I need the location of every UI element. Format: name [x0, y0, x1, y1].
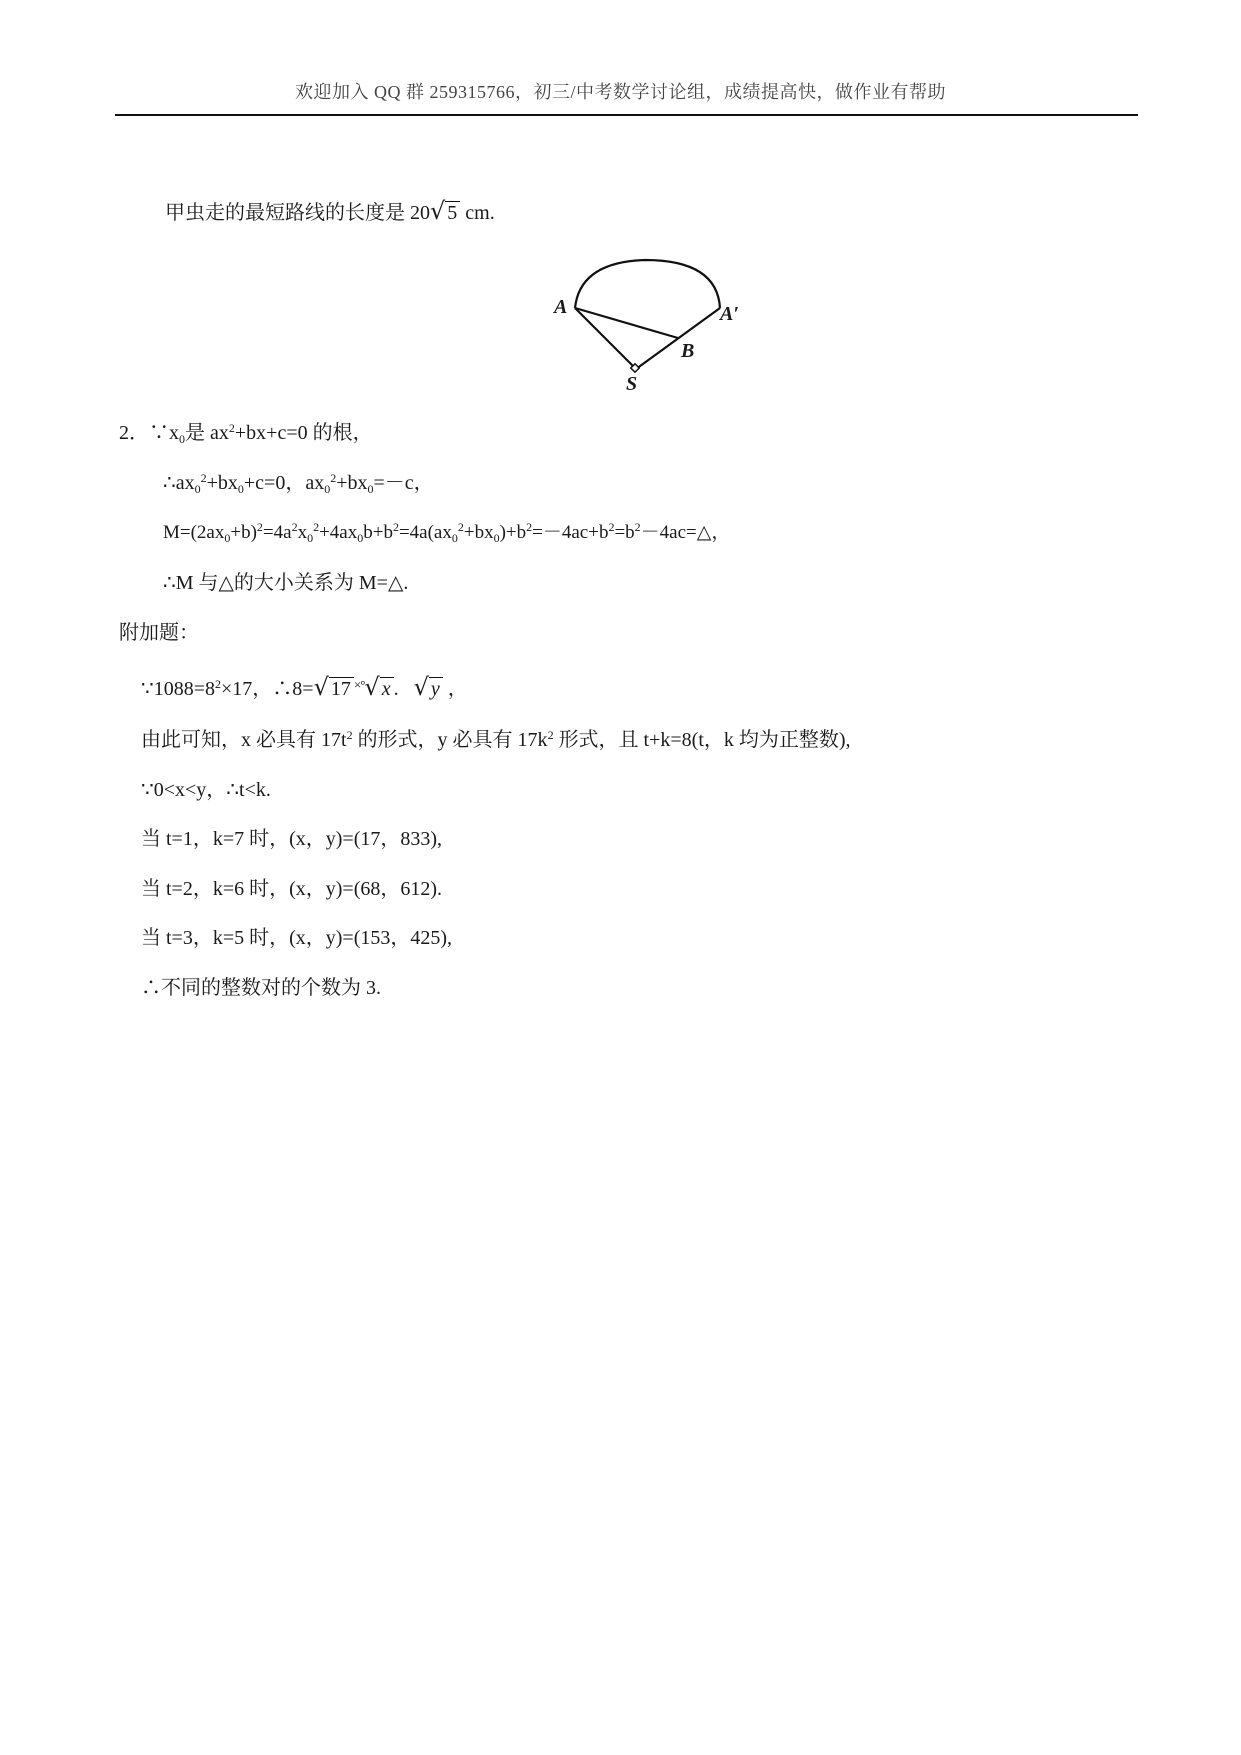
text-run: M=(2ax [163, 522, 225, 543]
radius-SA-prime [636, 308, 720, 369]
bonus-line3: ∵0<x<y，∴t<k. [141, 779, 271, 801]
radicand: x [380, 677, 394, 700]
superscript: 2 [346, 728, 353, 742]
text-run: +bx [206, 472, 238, 494]
superscript: 2 [291, 520, 298, 534]
text-run: +4ax [319, 522, 358, 543]
text-run: =4a [262, 522, 292, 543]
bonus-case-1: 当 t=1，k=7 时，(x，y)=(17，833), [141, 828, 443, 850]
superscript: 2 [608, 520, 615, 534]
label-B: B [681, 340, 695, 362]
superscript: 2 [215, 677, 222, 691]
subscript: 0 [237, 482, 244, 496]
bonus-conclusion: ∴不同的整数对的个数为 3. [141, 977, 381, 999]
text-run: ∴ax [163, 472, 195, 494]
answer-prefix: 甲虫走的最短路线的长度是 20 [165, 202, 430, 224]
superscript: 2 [256, 520, 263, 534]
text-run: x [297, 522, 308, 543]
text-run: )+b [499, 522, 527, 543]
superscript: 2 [330, 471, 337, 485]
superscript: 2 [634, 520, 641, 534]
subscript: 0 [194, 482, 201, 496]
superscript: 2 [392, 520, 399, 534]
text-run: ∵x [149, 422, 179, 444]
superscript: 2 [313, 520, 320, 534]
text-run: =－4ac+b [532, 522, 609, 543]
superscript: 2 [228, 421, 235, 435]
subscript: 0 [493, 531, 500, 545]
answer-suffix: cm. [460, 202, 495, 224]
radicand: 5 [445, 201, 460, 224]
garbled-mark: ×° [353, 677, 365, 692]
text-run: －4ac=△， [640, 522, 731, 543]
text-run: b+b [363, 522, 393, 543]
problem2-line3 [163, 520, 730, 546]
bonus-heading: 附加题： [119, 622, 199, 644]
label-S: S [626, 373, 638, 395]
superscript: 2 [457, 520, 464, 534]
text-run: ∵1088=8 [141, 678, 216, 700]
sqrt-x: √ x [364, 674, 393, 702]
problem2-line2 [163, 470, 434, 496]
header-rule [115, 114, 1138, 116]
bonus-case-2: 当 t=2，k=6 时，(x，y)=(68，612). [141, 878, 443, 900]
text-run: ×17，∴8= [221, 678, 314, 700]
subscript: 0 [324, 482, 331, 496]
problem2-line1 [119, 420, 373, 446]
text-run: =b [614, 522, 635, 543]
text-run: +bx [336, 472, 368, 494]
text-run: +b) [230, 522, 257, 543]
text-run: ， [442, 678, 468, 700]
sqrt-17: √ 17 [314, 674, 354, 702]
radicand: 17 [329, 677, 354, 700]
sector-arc [575, 260, 720, 308]
subscript: 0 [224, 531, 231, 545]
text-run: +c=0，ax [243, 472, 325, 494]
label-A-prime: A′ [720, 303, 739, 325]
text-run: 是 ax [185, 422, 229, 444]
bonus-line1 [141, 672, 468, 702]
subscript: 0 [367, 482, 374, 496]
problem2-conclusion: ∴M 与△的大小关系为 M=△. [163, 572, 409, 594]
sqrt-expression: √ 5 [430, 198, 460, 226]
text-run: +bx [463, 522, 494, 543]
bonus-line2 [141, 727, 851, 753]
problem-number: 2． [119, 422, 149, 444]
shortest-path-answer [165, 198, 495, 226]
subscript: 0 [179, 432, 185, 446]
bonus-case-3: 当 t=3，k=5 时，(x，y)=(153，425), [141, 927, 453, 949]
text-run: 的形式，y 必具有 17k [352, 729, 548, 751]
radicand: y [429, 677, 443, 700]
page-header: 欢迎加入 QQ 群 259315766，初三/中考数学讨论组，成绩提高快，做作业有帮助 [295, 82, 946, 102]
text-run: . [393, 678, 399, 700]
text-run: =4a(ax [398, 522, 452, 543]
label-A: A [554, 296, 568, 318]
cone-sector-figure [545, 250, 765, 400]
text-run: =－c， [373, 472, 434, 494]
sqrt-y: √ y [414, 674, 443, 702]
subscript: 0 [307, 531, 314, 545]
text-run: 形式，且 t+k=8(t，k 均为正整数), [553, 729, 851, 751]
subscript: 0 [357, 531, 364, 545]
subscript: 0 [451, 531, 458, 545]
text-run: +bx+c=0 的根， [234, 422, 373, 444]
superscript: 2 [200, 471, 207, 485]
text-run: 由此可知，x 必具有 17t [141, 729, 347, 751]
superscript: 2 [526, 520, 533, 534]
superscript: 2 [547, 728, 554, 742]
